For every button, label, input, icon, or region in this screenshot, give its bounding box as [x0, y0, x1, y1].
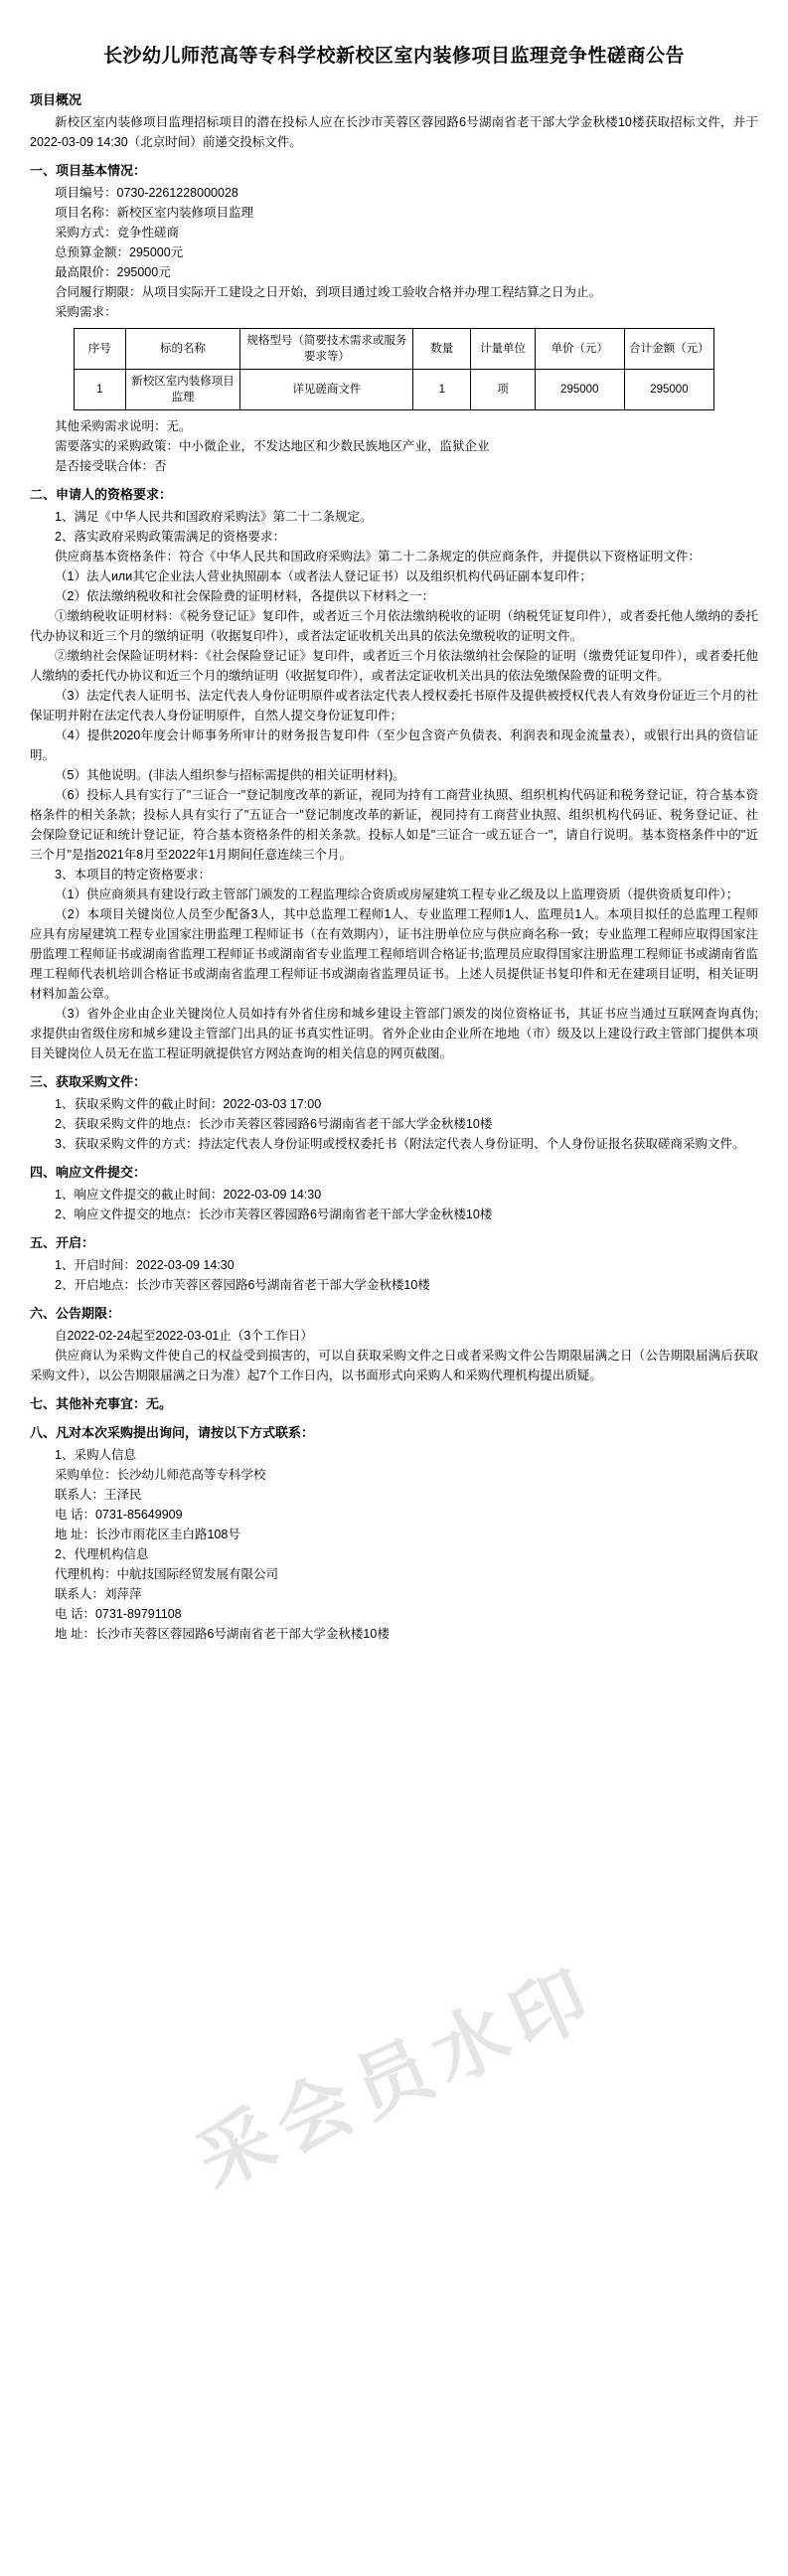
- qualification-item-5: （2）依法缴纳税收和社会保险费的证明材料，各提供以下材料之一：: [55, 589, 434, 603]
- acquire-location: 2、获取采购文件的地点：长沙市芙蓉区蓉园路6号湖南省老干部大学金秋楼10楼: [55, 1117, 493, 1131]
- project-number: 项目编号：0730-2261228000028: [55, 186, 238, 200]
- procurement-method: 采购方式：竞争性磋商: [55, 226, 180, 240]
- agency-contact-person: 联系人：刘萍萍: [55, 1587, 142, 1601]
- overview-text: 新校区室内装修项目监理招标项目的潜在投标人应在长沙市芙蓉区蓉园路6号湖南省老干部大学金秋楼10楼获取招标文件，并于2022-03-09 14:30（北京时间）前递交投标文件。: [30, 115, 758, 149]
- notice-period-challenge: 供应商认为采购文件使自己的权益受到损害的，可以自获取采购文件之日或者采购文件公告期限届满之日（公告期限届满后获取采购文件），以公告期限届满之日为准）起7个工作日内，以书面形式向采购人和采购代理机构提出质疑。: [30, 1349, 758, 1382]
- purchaser-address: 地 址：长沙市雨花区圭白路108号: [55, 1528, 240, 1541]
- contract-period: 合同履行期限：从项目实际开工建设之日开始，到项目通过竣工验收合格并办理工程结算之日为止。: [55, 285, 602, 299]
- qualification-item-14: （2）本项目关键岗位人员至少配备3人，其中总监理工程师1人、专业监理工程师1人、监理员1人。本项目拟任的总监理工程师应具有房屋建筑工程专业国家注册监理工程师证书（在有效期内），证书注册单位应与供应商名称一致；专业监理工程师应取得国家注册监理工程师证书或湖南省监理工程师证书或湖南省专业监理工程师培训合格证书;监理员应取得国家注册监理工程师证书或湖南省监理工程师代表机培训合格证书或湖南省监理工程师证书或湖南省监理员证书。上述人员提供证书复印件和无在建项目证明，相关证明材料加盖公章。: [30, 907, 758, 1001]
- agency-phone: 电 话：0731-89791108: [55, 1607, 182, 1621]
- response-heading: 四、响应文件提交：: [30, 1165, 147, 1180]
- acquire-method: 3、获取采购文件的方式：持法定代表人身份证明或授权委托书（附法定代表人身份证明、个人身份证报名获取磋商采购文件。: [55, 1137, 745, 1151]
- notice-period-heading: 六、公告期限：: [30, 1306, 121, 1321]
- qualification-item-1: 1、满足《中华人民共和国政府采购法》第二十二条规定。: [55, 510, 373, 524]
- cell-unit: 项: [471, 370, 535, 410]
- consortium-note: 是否接受联合体：否: [55, 459, 167, 473]
- qualification-item-6: ①缴纳税收证明材料：《税务登记证》复印件，或者近三个月依法缴纳税收的证明（纳税凭证复印件），或者委托他人缴纳的委托代办协议和近三个月的缴纳证明（收据复印件），或者法定证收机关出具的依法免缴税收的证明文件。: [30, 609, 758, 643]
- qualification-item-12: 3、本项目的特定资格要求：: [55, 868, 211, 882]
- qualification-item-7: ②缴纳社会保险证明材料：《社会保险登记证》复印件，或者近三个月依法缴纳社会保险的证明（缴费凭证复印件），或者委托他人缴纳的委托代办协议和近三个月的缴纳证明（收据复印件），或者法定证收机关出具的依法免缴保险费的证明文件。: [30, 649, 758, 683]
- open-time: 1、开启时间：2022-03-09 14:30: [55, 1258, 235, 1272]
- purchaser-subheading: 1、采购人信息: [55, 1448, 136, 1462]
- purchaser-phone: 电 话：0731-85649909: [55, 1508, 183, 1522]
- agency-name: 代理机构：中航技国际经贸发展有限公司: [55, 1567, 279, 1581]
- purchaser-contact-person: 联系人：王泽民: [55, 1488, 142, 1502]
- watermark: 采会员水印: [183, 1949, 610, 2205]
- agency-subheading: 2、代理机构信息: [55, 1547, 149, 1561]
- project-name: 项目名称：新校区室内装修项目监理: [55, 206, 254, 220]
- table-row: [74, 370, 713, 410]
- cell-qty: 1: [413, 370, 471, 410]
- qualification-item-9: （4）提供2020年度会计师事务所审计的财务报告复印件（至少包含资产负债表、利润表和现金流量表），或银行出具的资信证明。: [30, 728, 758, 762]
- cell-price: 295000: [535, 370, 624, 410]
- section-1-heading: 一、项目基本情况：: [30, 163, 147, 178]
- overview-heading: 项目概况: [30, 92, 82, 107]
- header-price: 单价（元）: [535, 329, 624, 370]
- agency-address: 地 址：长沙市芙蓉区蓉园路6号湖南省老干部大学金秋楼10楼: [55, 1627, 390, 1641]
- qualification-item-10: （5）其他说明。(非法人组织参与招标需提供的相关证明材料)。: [55, 768, 405, 782]
- qualification-item-15: （3）省外企业由企业关键岗位人员如持有外省住房和城乡建设主管部门颁发的岗位资格证书，其证书应当通过互联网查询真伪;求提供由省级住房和城乡建设主管部门出具的证书真实性证明。省外企业由企业所在地地（市）级及以上建设行政主管部门提供本项目关键岗位人员无在监工程证明就提供官方网站查询的相关信息的网页截图。: [30, 1007, 758, 1060]
- other-supplement-heading: 七、其他补充事宜：无。: [30, 1396, 173, 1411]
- cell-name: 新校区室内装修项目监理: [125, 370, 240, 410]
- total-budget: 总预算金额：295000元: [55, 245, 184, 259]
- cell-spec: 详见磋商文件: [240, 370, 413, 410]
- open-heading: 五、开启：: [30, 1235, 95, 1250]
- qualification-item-11: （6）投标人具有实行了"三证合一"登记制度改革的新证，视同为持有工商营业执照、组织机构代码证和税务登记证，符合基本资格条件的相关条款；投标人具有实行了"五证合一"登记制度改革的新证，视同持有工商营业执照、组织机构代码证、税务登记证、社会保险登记证和统计登记证，符合基本资格条件的相关条款。投标人如是"三证合一或五证合一"，请自行说明。基本资格条件中的"近三个月"是指2021年8月至2022年1月期间任意连续三个月。: [30, 788, 758, 862]
- header-qty: 数量: [413, 329, 471, 370]
- acquire-heading: 三、获取采购文件：: [30, 1074, 147, 1089]
- qualification-item-13: （1）供应商须具有建设行政主管部门颁发的工程监理综合资质或房屋建筑工程专业乙级及以上监理资质（提供资质复印件）；: [55, 887, 739, 901]
- qualification-item-4: （1）法人или其它企业法人营业执照副本（或者法人登记证书）以及组织机构代码证副本复印件；: [55, 569, 592, 583]
- acquire-deadline: 1、获取采购文件的截止时间：2022-03-03 17:00: [55, 1097, 322, 1111]
- header-total: 合计金额（元）: [624, 329, 713, 370]
- qualification-heading: 二、申请人的资格要求：: [30, 487, 173, 502]
- table-header-row: [74, 329, 713, 370]
- header-unit: 计量单位: [471, 329, 535, 370]
- cell-seq: 1: [74, 370, 125, 410]
- other-demand-note: 其他采购需求说明：无。: [55, 419, 192, 433]
- cell-total: 295000: [624, 370, 713, 410]
- qualification-item-8: （3）法定代表人证明书、法定代表人身份证明原件或者法定代表人授权委托书原件及提供被授权代表人有效身份证近三个月的社保证明并附在法定代表人身份证明原件，自然人提交身份证复印件；: [30, 689, 758, 723]
- policy-note: 需要落实的采购政策：中小微企业，不发达地区和少数民族地区产业，监狱企业: [55, 439, 490, 453]
- contact-heading: 八、凡对本次采购提出询问，请按以下方式联系：: [30, 1425, 315, 1440]
- procurement-demand-label: 采购需求：: [55, 305, 117, 319]
- response-deadline: 1、响应文件提交的截止时间：2022-03-09 14:30: [55, 1188, 322, 1202]
- notice-period-dates: 自2022-02-24起至2022-03-01止（3个工作日）: [55, 1329, 313, 1343]
- header-spec: 规格型号（简要技术需求或服务要求等）: [240, 329, 413, 370]
- qualification-item-2: 2、落实政府采购政策需满足的资格要求：: [55, 530, 285, 544]
- header-seq: 序号: [74, 329, 125, 370]
- header-name: 标的名称: [125, 329, 240, 370]
- max-price: 最高限价：295000元: [55, 265, 171, 279]
- qualification-item-3: 供应商基本资格条件：符合《中华人民共和国政府采购法》第二十二条规定的供应商条件，并提供以下资格证明文件：: [55, 550, 702, 564]
- procurement-table: [74, 328, 714, 410]
- page-title: 长沙幼儿师范高等专科学校新校区室内装修项目监理竞争性磋商公告: [102, 46, 685, 67]
- purchaser-unit: 采购单位：长沙幼儿师范高等专科学校: [55, 1468, 266, 1482]
- response-location: 2、响应文件提交的地点：长沙市芙蓉区蓉园路6号湖南省老干部大学金秋楼10楼: [55, 1208, 493, 1221]
- open-location: 2、开启地点：长沙市芙蓉区蓉园路6号湖南省老干部大学金秋楼10楼: [55, 1278, 430, 1292]
